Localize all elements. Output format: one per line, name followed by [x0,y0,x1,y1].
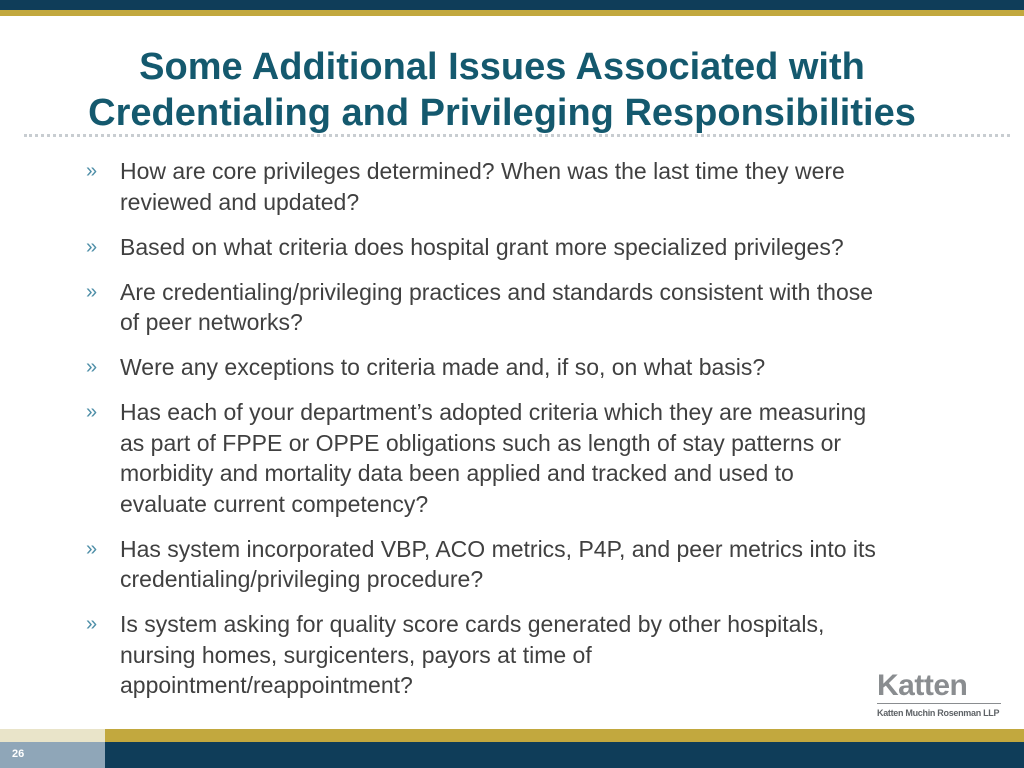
logo-firm-name: Katten Muchin Rosenman LLP [877,708,1000,718]
bullet-marker-icon: » [86,613,98,635]
logo-divider [877,703,1001,704]
bullet-text-line: Were any exceptions to criteria made and, if so, on what basis? [120,354,766,380]
bullet-text-line: as part of FPPE or OPPE obligations such as length of stay patterns or [120,429,842,456]
top-band-navy [0,0,1024,10]
bullet-marker-icon: » [86,235,98,258]
bullet-text-line: evaluate current competency? [120,490,429,517]
bullet-text-line: Based on what criteria does hospital grant more specialized privileges? [120,233,844,260]
slide-title-line-1: Some Additional Issues Associated with [139,46,865,88]
bullet-text-line: credentialing/privileging procedure? [120,566,484,592]
bullet-text-line: of peer networks? [120,309,303,335]
bullet-item [86,352,986,383]
bullet-item [86,156,986,217]
logo-wordmark: Katten [877,669,968,702]
bullet-text-line: Are credentialing/privileging practices and standards consistent with those [120,278,874,305]
bullet-text-line: reviewed and updated? [120,188,360,215]
page-number-box [0,729,105,768]
slide-title [0,44,1004,136]
bullet-item [86,232,986,263]
bullet-item [86,277,986,338]
bullet-text-line: appointment/reappointment? [120,672,413,698]
page-number: 26 [12,748,25,760]
page-box-accent [0,729,105,742]
bullet-marker-icon: » [86,280,98,303]
bullet-marker-icon: » [86,356,98,378]
katten-logo [877,670,1001,720]
bullet-text-line: Has system incorporated VBP, ACO metrics, P4P, and peer metrics into its [120,535,876,562]
bottom-band-gold [0,729,1024,742]
top-band-gold [0,10,1024,16]
bullet-item [86,534,986,595]
bullet-list [86,156,986,715]
bullet-item [86,609,986,701]
bullet-text-line: Is system asking for quality score cards generated by other hospitals, [120,611,825,637]
bullet-marker-icon: » [86,401,98,423]
bullet-text-line: morbidity and mortality data been applied and tracked and used to [120,460,794,486]
bullet-marker-icon: » [86,537,98,560]
bullet-text-line: How are core privileges determined? When was the last time they were [120,158,845,184]
bullet-text-line: Has each of your department’s adopted criteria which they are measuring [120,399,867,425]
slide-title-line-2: Credentialing and Privileging Responsibilities [88,92,916,134]
bottom-band-navy [0,742,1024,768]
bullet-marker-icon: » [86,160,98,182]
title-divider [24,134,1010,137]
bullet-item [86,397,986,519]
bullet-text-line: nursing homes, surgicenters, payors at time of [120,641,592,668]
